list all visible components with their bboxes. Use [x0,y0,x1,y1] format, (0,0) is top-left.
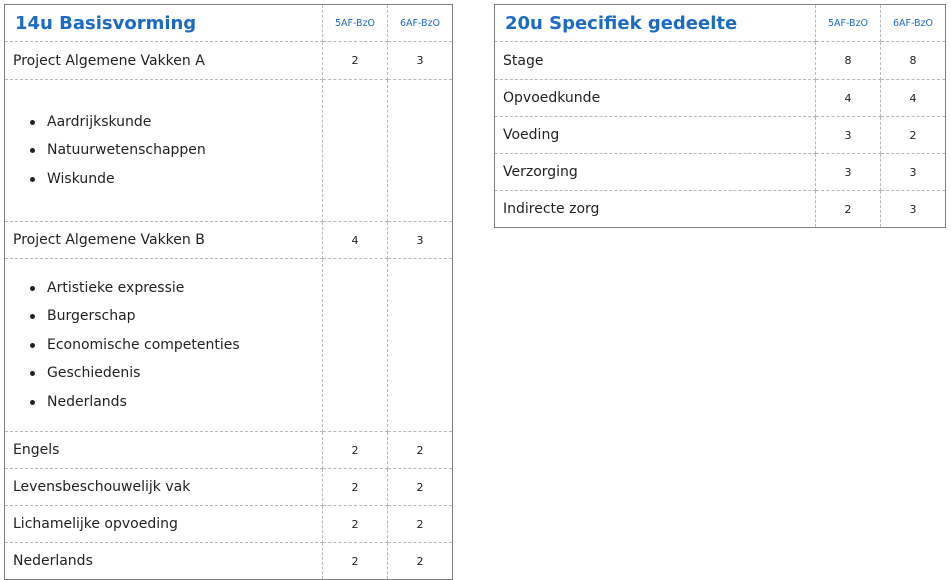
table-row [495,117,946,154]
table-row [5,42,453,80]
subject-label: Project Algemene Vakken B [5,222,323,259]
hours-6af: 3 [388,42,453,80]
subject-label: Engels [5,432,323,469]
table-row [495,80,946,117]
empty-cell [388,80,453,222]
sub-subject-cell [5,259,323,432]
hours-6af: 2 [881,117,946,154]
column-header-6af: 6AF-BzO [881,5,946,42]
column-header-5af: 5AF-BzO [323,5,388,42]
subject-label: Stage [495,42,816,80]
specifiek-table [494,4,946,228]
hours-6af: 2 [388,432,453,469]
sub-subject-row [5,80,453,222]
hours-5af: 8 [816,42,881,80]
hours-6af: 8 [881,42,946,80]
list-item: Nederlands [47,388,322,417]
list-item: Burgerschap [47,302,322,331]
subject-label: Voeding [495,117,816,154]
column-header-5af: 5AF-BzO [816,5,881,42]
sub-subject-list [5,274,322,417]
hours-6af: 4 [881,80,946,117]
table-row [495,191,946,228]
list-item: Natuurwetenschappen [47,136,322,165]
hours-5af: 2 [323,506,388,543]
hours-6af: 2 [388,506,453,543]
subject-label: Verzorging [495,154,816,191]
empty-cell [323,259,388,432]
table-header-row [5,5,453,42]
hours-5af: 2 [323,469,388,506]
table-title: 14u Basisvorming [5,5,323,42]
subject-label: Project Algemene Vakken A [5,42,323,80]
table-row [495,154,946,191]
hours-5af: 2 [323,42,388,80]
table-row [5,543,453,580]
list-item: Aardrijkskunde [47,108,322,137]
sub-subject-list [5,108,322,194]
hours-6af: 3 [881,154,946,191]
list-item: Economische competenties [47,331,322,360]
subject-label: Lichamelijke opvoeding [5,506,323,543]
table-row [5,469,453,506]
hours-6af: 2 [388,543,453,580]
empty-cell [388,259,453,432]
hours-5af: 3 [816,117,881,154]
column-header-6af: 6AF-BzO [388,5,453,42]
list-item: Geschiedenis [47,359,322,388]
table-row [495,42,946,80]
sub-subject-row [5,259,453,432]
table-row [5,222,453,259]
table-title: 20u Specifiek gedeelte [495,5,816,42]
hours-5af: 3 [816,154,881,191]
hours-5af: 4 [323,222,388,259]
subject-label: Nederlands [5,543,323,580]
list-item: Wiskunde [47,165,322,194]
subject-label: Indirecte zorg [495,191,816,228]
hours-5af: 2 [323,432,388,469]
sub-subject-cell [5,80,323,222]
hours-5af: 4 [816,80,881,117]
basisvorming-table [4,4,453,580]
hours-6af: 2 [388,469,453,506]
hours-5af: 2 [816,191,881,228]
subject-label: Opvoedkunde [495,80,816,117]
table-header-row [495,5,946,42]
table-row [5,432,453,469]
list-item: Artistieke expressie [47,274,322,303]
hours-6af: 3 [388,222,453,259]
subject-label: Levensbeschouwelijk vak [5,469,323,506]
hours-5af: 2 [323,543,388,580]
hours-6af: 3 [881,191,946,228]
empty-cell [323,80,388,222]
table-row [5,506,453,543]
